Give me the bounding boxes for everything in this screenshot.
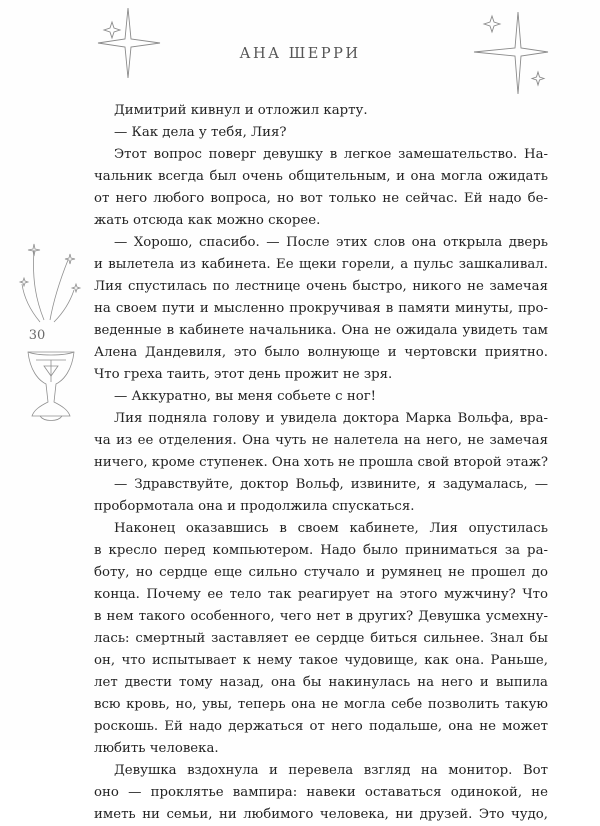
running-header: АНА ШЕРРИ bbox=[239, 46, 361, 62]
text-line: Что греха таить, этот день прожит не зря. bbox=[94, 367, 393, 382]
text-line: — Как дела у тебя, Лия? bbox=[114, 125, 287, 140]
text-line: ничего, кроме ступенек. Она хоть не прошла свой второй этаж? bbox=[94, 455, 549, 470]
text-line: жать отсюда как можно скорее. bbox=[94, 213, 321, 228]
text-line: роскошь. Ей надо держаться от него подальше, она не может bbox=[94, 719, 548, 734]
text-line: — Аккуратно, вы меня собьете с ног! bbox=[114, 389, 377, 404]
sparkle-left-icon bbox=[96, 6, 166, 80]
page-number: 30 bbox=[28, 328, 46, 343]
text-line: от него любого вопроса, но вот только не сейчас. Ей надо бе- bbox=[94, 191, 548, 206]
text-line: конца. Почему ее тело так реагирует на этого мужчину? Что bbox=[94, 587, 548, 602]
text-line: на своем пути и мысленно прокручивая в памяти минуты, про- bbox=[94, 301, 548, 316]
text-line: веденные в кабинете начальника. Она не ожидала увидеть там bbox=[94, 323, 548, 338]
text-line: — Здравствуйте, доктор Вольф, извините, я задумалась, — bbox=[114, 477, 548, 492]
text-line: Алена Дандевиля, это было волнующе и чертовски приятно. bbox=[94, 345, 548, 360]
text-line: чальник всегда был очень общительным, и она могла ожидать bbox=[94, 169, 548, 184]
text-line: и вылетела из кабинета. Ее щеки горели, а пульс зашкаливал. bbox=[94, 257, 548, 272]
text-line: Этот вопрос поверг девушку в легкое замешательство. На- bbox=[114, 147, 548, 162]
text-line: Лия спустилась по лестнице очень быстро, никого не замечая bbox=[94, 279, 548, 294]
text-line: лет двести тому назад, она бы накинулась на него и выпила bbox=[94, 675, 548, 690]
text-line: — Хорошо, спасибо. — После этих слов она открыла дверь bbox=[114, 235, 548, 250]
text-line: Девушка вздохнула и перевела взгляд на монитор. Вот bbox=[114, 763, 548, 778]
text-line: он, что испытывает к нему такое чудовище, как она. Раньше, bbox=[94, 653, 548, 668]
text-line: всю кровь, но, увы, теперь она не могла себе позволить такую bbox=[94, 697, 548, 712]
text-line: иметь ни семьи, ни любимого человека, ни друзей. Это чудо, bbox=[94, 807, 548, 822]
text-line: пробормотала она и продолжила спускаться. bbox=[94, 499, 415, 514]
text-line: Лия подняла голову и увидела доктора Марка Вольфа, вра- bbox=[114, 411, 548, 426]
text-line: Димитрий кивнул и отложил карту. bbox=[114, 103, 368, 118]
text-line: Наконец оказавшись в своем кабинете, Лия опустилась bbox=[114, 521, 548, 536]
body-text bbox=[94, 100, 548, 826]
text-line: в кресло перед компьютером. Надо было приниматься за ра- bbox=[94, 543, 548, 558]
text-line: любить человека. bbox=[94, 741, 219, 756]
text-line: боту, но сердце еще сильно стучало и румянец не прошел до bbox=[94, 565, 548, 580]
text-line: оно — проклятье вампира: навеки оставаться одинокой, не bbox=[94, 785, 548, 800]
text-line: ча из ее отделения. Она чуть не налетела на него, не замечая bbox=[94, 433, 548, 448]
text-line: лась: смертный заставляет ее сердце биться сильнее. Знал бы bbox=[94, 631, 548, 646]
text-line: в нем такого особенного, чего нет в других? Девушка усмехну- bbox=[94, 609, 548, 624]
